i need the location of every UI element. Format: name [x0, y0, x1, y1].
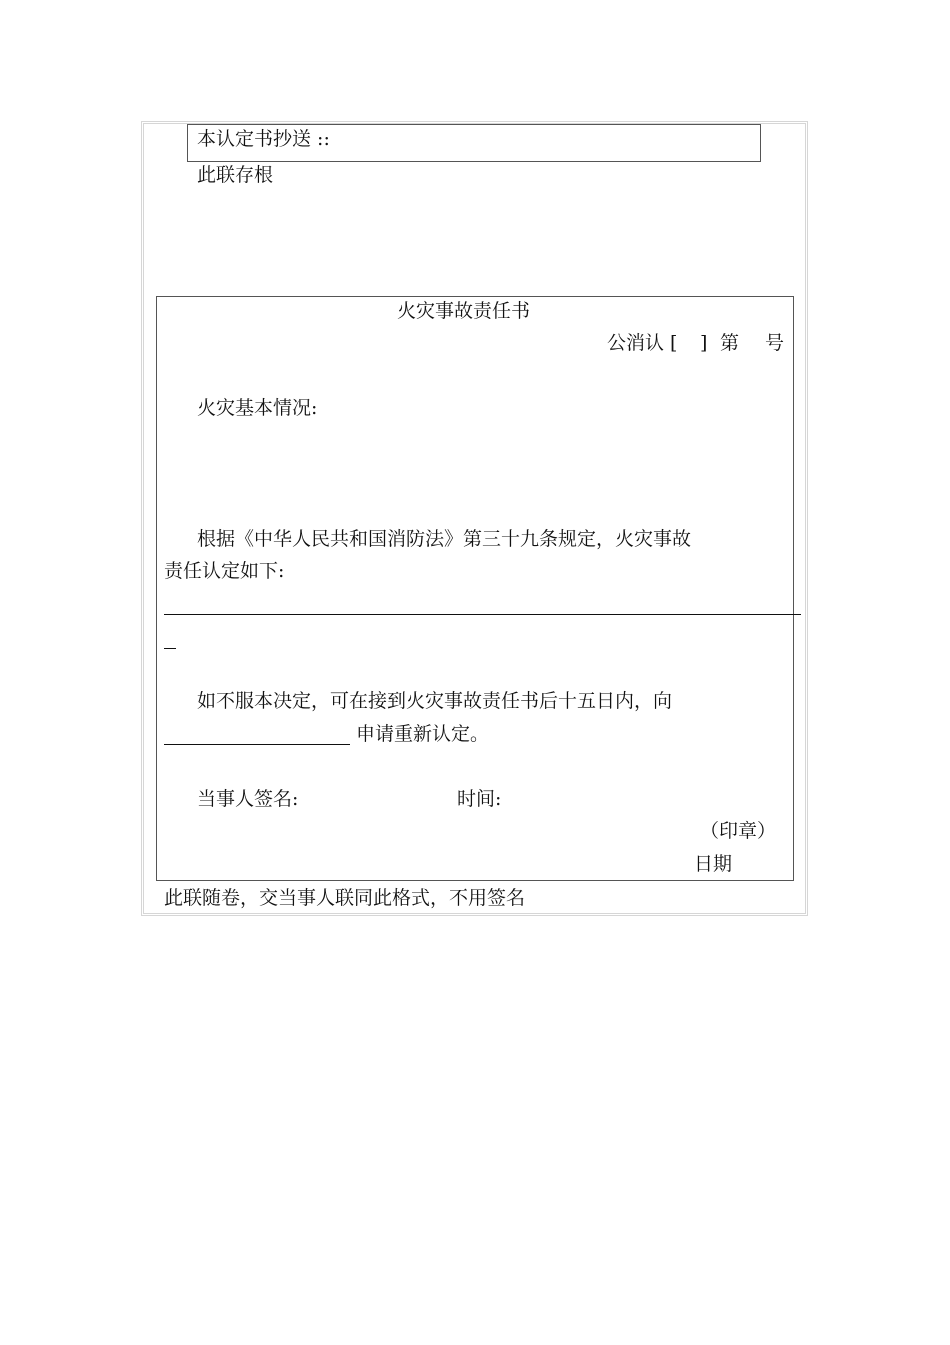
- doc-number-bracket-close: ]: [700, 332, 708, 354]
- seal-label: （印章）: [700, 820, 777, 842]
- form-title: 火灾事故责任书: [397, 300, 531, 322]
- responsibility-blank-line-tail: [164, 648, 176, 649]
- time-label: 时间:: [457, 788, 502, 810]
- responsibility-blank-line: [164, 614, 801, 615]
- appeal-authority-blank: [164, 744, 350, 745]
- party-signature-label: 当事人签名:: [197, 788, 299, 810]
- stub-label: 此联存根: [197, 164, 274, 186]
- doc-number-di: 第: [720, 332, 740, 354]
- basis-text-line1: 根据《中华人民共和国消防法》第三十九条规定，火灾事故: [197, 528, 692, 550]
- basis-text-line2: 责任认定如下:: [164, 560, 285, 582]
- appeal-text-line2: 申请重新认定。: [356, 723, 490, 745]
- date-label: 日期: [694, 853, 733, 875]
- appeal-text-line1: 如不服本决定，可在接到火灾事故责任书后十五日内，向: [197, 690, 673, 712]
- basic-situation-label: 火灾基本情况:: [197, 397, 318, 419]
- footer-note: 此联随卷，交当事人联同此格式，不用签名: [164, 887, 526, 909]
- doc-number-prefix: 公消认 [: [607, 332, 678, 354]
- copy-to-label: 本认定书抄送 ::: [197, 128, 330, 150]
- doc-number-hao: 号: [765, 332, 785, 354]
